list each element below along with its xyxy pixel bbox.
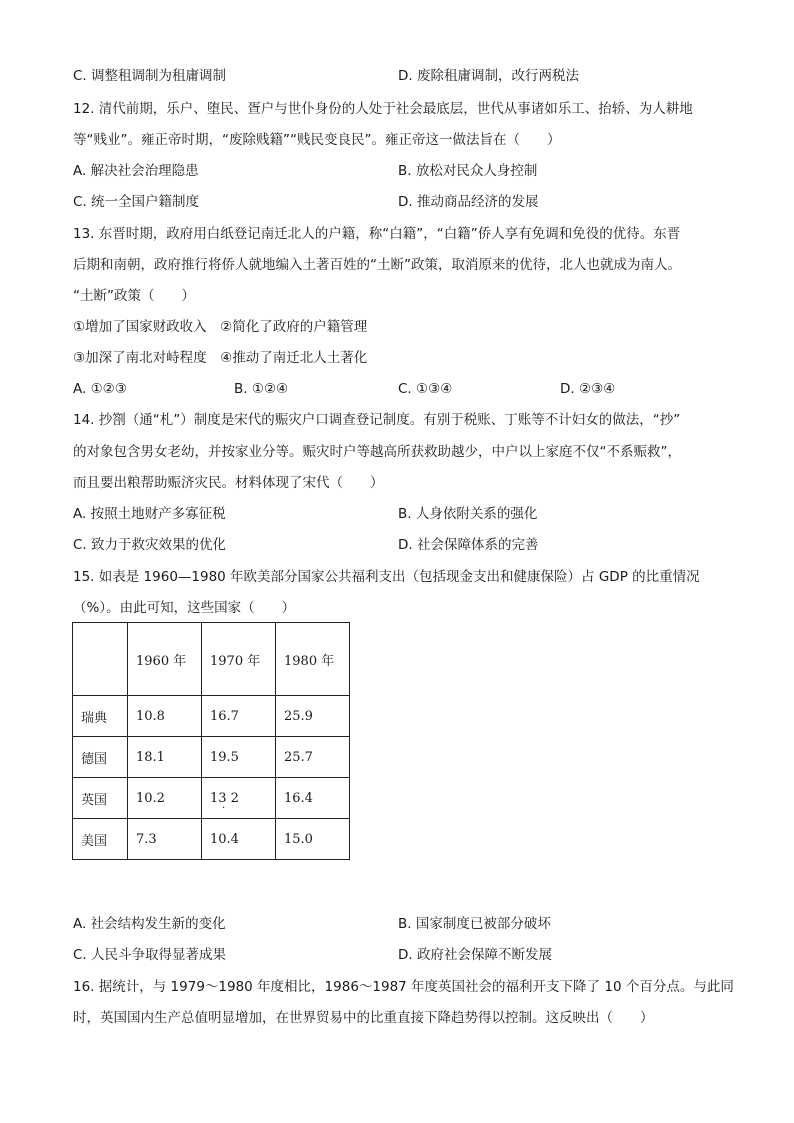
q13-option-row (73, 380, 733, 398)
table-row (73, 778, 350, 819)
q13-option-c[interactable]: C. ①③④ (398, 381, 453, 397)
q11-option-c[interactable]: C. 调整租调制为租庸调制 (73, 68, 227, 84)
q15-option-c[interactable]: C. 人民斗争取得显著成果 (73, 947, 227, 963)
q14-option-c[interactable]: C. 致力于救灾效果的优化 (73, 537, 227, 553)
q14-stem-line3: 而且要出粮帮助赈济灾民。材料体现了宋代（ ） (73, 475, 384, 491)
table-header-row (73, 623, 350, 696)
table-cell-country: 美国 (73, 819, 128, 860)
q12-option-b[interactable]: B. 放松对民众人身控制 (398, 163, 538, 179)
q15-option-row-ab (73, 915, 733, 933)
table-cell: 18.1 (128, 737, 202, 778)
table-cell-country: 德国 (73, 737, 128, 778)
q14-option-b[interactable]: B. 人身依附关系的强化 (398, 506, 538, 522)
q14-stem-line1: 14. 抄劄（通“札”）制度是宋代的赈灾户口调查登记制度。有别于税账、丁账等不计妇女的做法，“抄” (73, 412, 681, 428)
table-cell-value: 13 2 · (210, 791, 239, 806)
q11-option-row-cd (73, 67, 733, 85)
table-cell: 10.2 (128, 778, 202, 819)
table-cell: 7.3 (128, 819, 202, 860)
q14-option-row-cd (73, 536, 733, 554)
table-cell: 10.8 (128, 696, 202, 737)
q15-welfare-table (72, 622, 350, 860)
table-row (73, 696, 350, 737)
q13-stem-line1: 13. 东晋时期，政府用白纸登记南迁北人的户籍，称“白籍”，“白籍”侨人享有免调和免役的优待。东晋 (73, 226, 681, 242)
q15-option-a[interactable]: A. 社会结构发生新的变化 (73, 916, 226, 932)
q13-option-d[interactable]: D. ②③④ (560, 381, 616, 397)
q12-option-row-cd (73, 193, 733, 211)
q13-stem-line2: 后期和南朝，政府推行将侨人就地编入土著百姓的“土断”政策，取消原来的优待，北人也就成为南人。 (73, 257, 681, 273)
table-row (73, 819, 350, 860)
table-cell-country: 瑞典 (73, 696, 128, 737)
q13-stem-line3: “土断”政策（ ） (73, 288, 195, 304)
q15-stem-line1: 15. 如表是 1960—1980 年欧美部分国家公共福利支出（包括现金支出和健康保险）占 GDP 的比重情况 (73, 569, 700, 585)
q15-option-d[interactable]: D. 政府社会保障不断发展 (398, 947, 552, 963)
q16-stem-line2: 时，英国国内生产总值明显增加，在世界贸易中的比重直接下降趋势得以控制。这反映出（ ） (73, 1010, 654, 1026)
q11-option-d[interactable]: D. 废除租庸调制，改行两税法 (398, 68, 579, 84)
q14-option-a[interactable]: A. 按照土地财产多寡征税 (73, 506, 226, 522)
q12-stem-line1: 12. 清代前期，乐户、堕民、疍户与世仆身份的人处于社会最底层，世代从事诸如乐工、抬轿、为人耕地 (73, 101, 693, 117)
table-cell: 25.9 (276, 696, 350, 737)
q13-option-a[interactable]: A. ①②③ (73, 381, 127, 397)
table-cell-country: 英国 (73, 778, 128, 819)
table-cell (202, 778, 276, 819)
q12-option-row-ab (73, 162, 733, 180)
table-cell: 19.5 (202, 737, 276, 778)
q15-stem-line2: （%）。由此可知，这些国家（ ） (73, 600, 296, 616)
table-row (73, 737, 350, 778)
q14-option-d[interactable]: D. 社会保障体系的完善 (398, 537, 539, 553)
q15-option-row-cd (73, 946, 733, 964)
table-cell: 10.4 (202, 819, 276, 860)
table-cell: 16.7 (202, 696, 276, 737)
q14-stem-line2: 的对象包含男女老幼，并按家业分等。赈灾时户等越高所获救助越少，中户以上家庭不仅“不系赈救”， (73, 444, 681, 460)
q14-option-row-ab (73, 505, 733, 523)
table-header-cell: 1970 年 (202, 623, 276, 696)
table-header-cell: 1980 年 (276, 623, 350, 696)
q13-items-line1: ①增加了国家财政收入 ②简化了政府的户籍管理 (73, 319, 368, 335)
q12-option-d[interactable]: D. 推动商品经济的发展 (398, 194, 539, 210)
q12-stem-line2: 等“贱业”。雍正帝时期，“废除贱籍”“贱民变良民”。雍正帝这一做法旨在（ ） (73, 132, 561, 148)
table-cell: 16.4 (276, 778, 350, 819)
q13-option-b[interactable]: B. ①②④ (234, 381, 289, 397)
table-cell: 25.7 (276, 737, 350, 778)
q15-option-b[interactable]: B. 国家制度已被部分破坏 (398, 916, 551, 932)
table-header-cell (73, 623, 128, 696)
q16-stem-line1: 16. 据统计，与 1979～1980 年度相比，1986～1987 年度英国社会的福利开支下降了 10 个百分点。与此同 (73, 979, 734, 995)
q13-items-line2: ③加深了南北对峙程度 ④推动了南迁北人土著化 (73, 350, 368, 366)
q12-option-c[interactable]: C. 统一全国户籍制度 (73, 194, 200, 210)
table-header-cell: 1960 年 (128, 623, 202, 696)
q12-option-a[interactable]: A. 解决社会治理隐患 (73, 163, 199, 179)
table-cell: 15.0 (276, 819, 350, 860)
